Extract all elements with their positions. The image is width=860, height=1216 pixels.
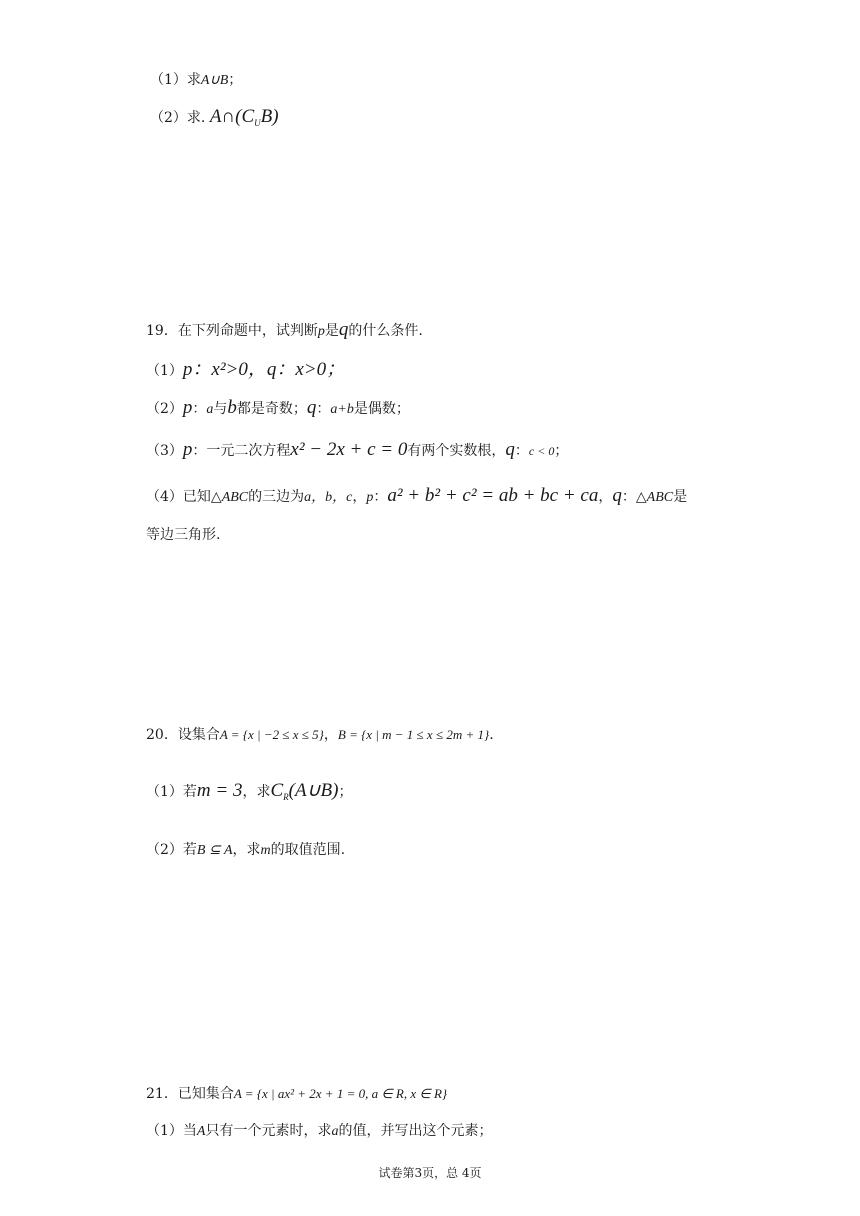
math-a-union-b: A∪B (200, 73, 229, 88)
q20-stem: 20．设集合A = {x | −2 ≤ x ≤ 5}，B = {x | m − 1 ≤ x ≤ 2m + 1}. (146, 727, 494, 743)
q19-stem: 19．在下列命题中，试判断p是q的什么条件. (146, 319, 423, 340)
q21-part1: （1）当A只有一个元素时，求a的值，并写出这个元素； (146, 1123, 493, 1139)
page-footer: 试卷第3页，总 4页 (378, 1166, 482, 1180)
q18-part2: （2）求. $A\cap(C_UB)$ (150, 106, 279, 128)
q20-part1: （1）若m = 3，求$C_R(A\cup B)$； (146, 780, 353, 802)
q18-part1: （1）求A∪B； (150, 72, 243, 88)
q21-stem: 21．已知集合A = {x | ax² + 2x + 1 = 0, a ∈ R, x ∈ R} (146, 1086, 448, 1102)
q19-part2: （2）p：a与b都是奇数；q：a+b是偶数； (146, 397, 410, 418)
q19-part3: （3）p：一元二次方程x² − 2x + c = 0有两个实数根，q：c < 0； (146, 439, 569, 460)
q19-part4-cont: 等边三角形. (146, 527, 221, 543)
q19-part1: （1）p：x²>0，q：x>0； (146, 359, 346, 380)
math-complement-union: $C_R(A\cup B)$ (270, 780, 339, 802)
q19-part4: （4）已知△ABC的三边为a，b，c，p：a² + b² + c² = ab + bc + ca，q：△ABC是 (146, 485, 688, 506)
math-a-intersect-complement-b: $A\cap(C_UB)$ (209, 106, 279, 128)
q20-part2: （2）若B ⊆ A，求m的取值范围. (146, 842, 346, 858)
